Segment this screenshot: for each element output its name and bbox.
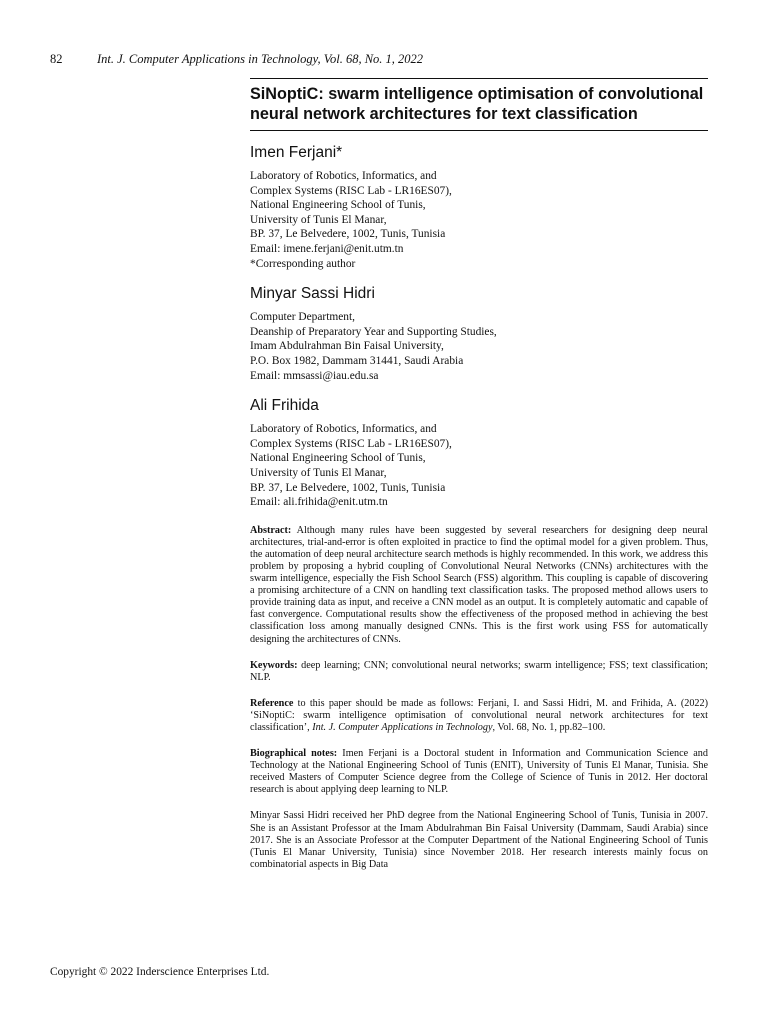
affiliation-line: National Engineering School of Tunis, <box>250 199 426 212</box>
author-name: Ali Frihida <box>250 397 319 415</box>
keywords-text: deep learning; CNN; convolutional neural networks; swarm intelligence; FSS; text classification; NLP. <box>250 659 708 683</box>
paper-title: SiNoptiC: swarm intelligence optimisation of convolutional neural network architectures for text classification <box>250 85 704 123</box>
title-bottom-rule <box>250 130 708 131</box>
author-name: Minyar Sassi Hidri <box>250 285 375 303</box>
affiliation-line: Deanship of Preparatory Year and Supporting Studies, <box>250 325 497 338</box>
affiliation-line: Laboratory of Robotics, Informatics, and <box>250 170 437 182</box>
reference <box>250 698 708 734</box>
affiliation-line: BP. 37, Le Belvedere, 1002, Tunis, Tunisia <box>250 228 446 241</box>
keywords <box>250 660 708 684</box>
author-email: Email: imene.ferjani@enit.utm.tn <box>250 242 404 255</box>
article-front-matter <box>250 78 708 871</box>
affiliation-line: P.O. Box 1982, Dammam 31441, Saudi Arabia <box>250 354 464 367</box>
abstract-text: Although many rules have been suggested by several researchers for designing deep neural architectures, trial-and-error is often exploited in practice to find the optimal model for a given problem. Thus, the automation of deep neural architecture search methods is highly recommended. In this work, we address this problem by proposing a hybrid coupling of Convolutional Neural Networks (CNNs) architectures with the swarm intelligence, especially the Fish School Search (FSS) algorithm. This coupling is capable of discovering a promising architecture of a CNN on handling text classification tasks. The proposed method allows users to provide training data as input, and receive a CNN model as an output. It is completely automatic and capable of fast convergence. Computational results show the effectiveness of the proposed method in achieving the best classification loss among manually designed CNNs. This is the first work using FSS for automatically designing the architectures of CNNs. <box>250 524 709 645</box>
affiliation-line: Laboratory of Robotics, Informatics, and <box>250 423 437 436</box>
reference-text: to this paper should be made as follows: Ferjani, I. and Sassi Hidri, M. and Frihida, A. (2022) ‘SiNoptiC: swarm intelligence optimisation of convolutional neural network architectures for text classification’, <box>250 697 708 733</box>
author-email: Email: mmsassi@iau.edu.sa <box>250 369 379 382</box>
affiliation-line: University of Tunis El Manar, <box>250 466 387 479</box>
affiliation-line: Computer Department, <box>250 311 356 324</box>
copyright-footer: Copyright © 2022 Inderscience Enterprises Ltd. <box>50 966 270 978</box>
keywords-label: Keywords: <box>250 659 298 671</box>
affiliation-line: Complex Systems (RISC Lab - LR16ES07), <box>250 184 452 197</box>
author-email: Email: ali.frihida@enit.utm.tn <box>250 496 388 509</box>
page-number: 82 <box>50 52 63 66</box>
author-affiliation <box>250 169 708 271</box>
affiliation-line: Complex Systems (RISC Lab - LR16ES07), <box>250 437 452 450</box>
corresponding-author-note: *Corresponding author <box>250 257 356 270</box>
affiliation-line: National Engineering School of Tunis, <box>250 452 426 465</box>
journal-citation: Int. J. Computer Applications in Technology, Vol. 68, No. 1, 2022 <box>97 52 424 66</box>
affiliation-line: Imam Abdulrahman Bin Faisal University, <box>250 340 444 353</box>
biographical-notes <box>250 748 708 796</box>
title-top-rule <box>250 78 708 79</box>
affiliation-line: University of Tunis El Manar, <box>250 213 387 226</box>
reference-label: Reference <box>250 697 294 709</box>
abstract-label: Abstract: <box>250 524 292 536</box>
bio-text: Imen Ferjani is a Doctoral student in Information and Communication Science and Technology at the National Engineering School of Tunis (ENIT), University of Tunis El Manar, Tunisia. She received Masters of Computer Science degree from the College of Science of Tunis in 2012. Her doctoral research is about applying deep learning to NLP. <box>250 748 708 796</box>
bio-text-2: Minyar Sassi Hidri received her PhD degree from the National Engineering School of Tunis, Tunisia in 2007. She is an Assistant Professor at the Imam Abdulrahman Bin Faisal University (Dammam, Saudi Arabia) since 2017. She is an Associate Professor at the Computer Department of the National Engineering School of Tunis (Tunis El Manar University, Tunisia) since November 2018. Her research interests mainly focus on combinatorial aspects in Big Data <box>250 810 708 870</box>
abstract <box>250 525 708 646</box>
biographical-notes-2 <box>250 810 708 870</box>
reference-text-end: , Vol. 68, No. 1, pp.82–100. <box>492 722 606 733</box>
author-name: Imen Ferjani* <box>250 144 343 161</box>
affiliation-line: BP. 37, Le Belvedere, 1002, Tunis, Tunisia <box>250 481 446 494</box>
running-header <box>50 50 720 68</box>
author-affiliation <box>250 422 708 510</box>
reference-journal: Int. J. Computer Applications in Technology <box>312 722 493 733</box>
bio-label: Biographical notes: <box>250 748 338 760</box>
author-affiliation <box>250 310 708 383</box>
